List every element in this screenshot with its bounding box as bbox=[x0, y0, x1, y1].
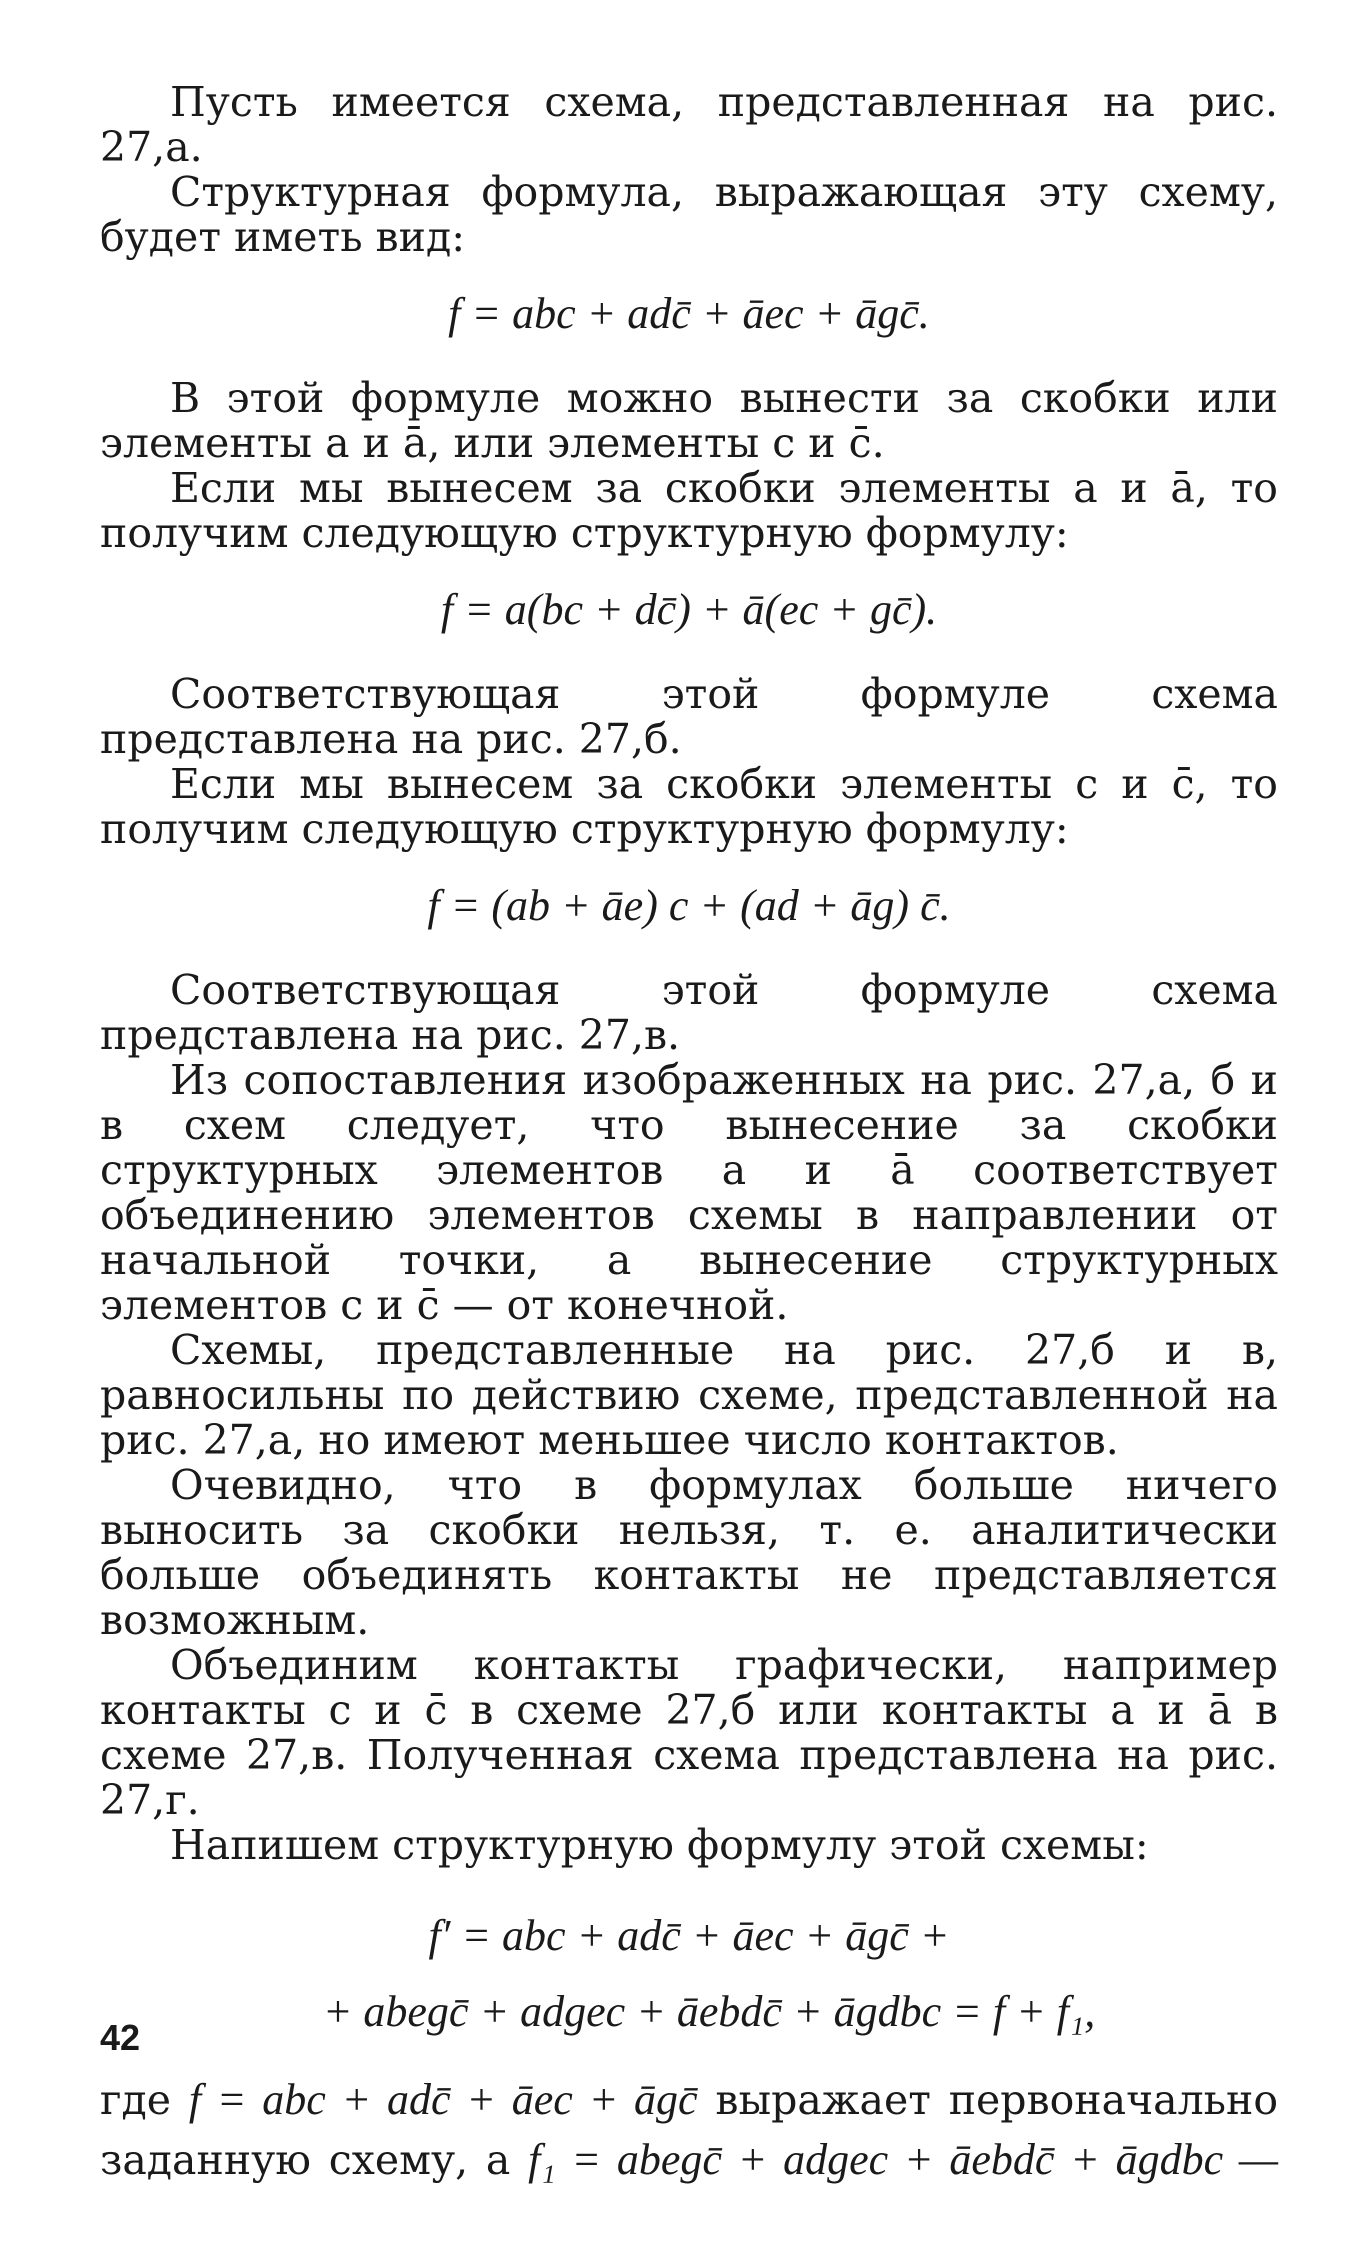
formula: f = abc + adc̄ + āec + āgc̄. bbox=[448, 289, 930, 338]
paragraph: Если мы вынесем за скобки элементы c и c̄, то получим следующую структурную формулу: bbox=[100, 760, 1278, 853]
paragraph: Пусть имеется схема, представленная на рис. 27,а. bbox=[100, 78, 1278, 171]
page-body bbox=[100, 80, 1278, 2190]
paragraph: Объединим контакты графически, например контакты c и c̄ в схеме 27,б или контакты a и ā в схеме 27,в. Полученная схема представлена на рис. 27,г. bbox=[100, 1641, 1278, 1824]
formula-line: + abegc̄ + adgec + āebdc̄ + āgdbc = f + f₁, bbox=[322, 1987, 1096, 2036]
text-fragment: заданную схему, а bbox=[100, 2136, 511, 2184]
paragraph: Соответствующая этой формуле схема представлена на рис. 27,б. bbox=[100, 670, 1278, 763]
formula-block bbox=[100, 1908, 1278, 2040]
text-fragment: где bbox=[100, 2076, 171, 2124]
formula: f = (ab + āe) c + (ad + āg) c̄. bbox=[427, 881, 951, 930]
paragraph: Соответствующая этой формуле схема представлена на рис. 27,в. bbox=[100, 966, 1278, 1059]
formula-line: f′ = abc + adc̄ + āec + āgc̄ + bbox=[428, 1911, 950, 1960]
paragraph: Напишем структурную формулу этой схемы: bbox=[170, 1821, 1149, 1869]
paragraph bbox=[100, 2070, 1278, 2130]
paragraph: Очевидно, что в формулах больше ничего выносить за скобки нельзя, т. е. аналитически больше объединять контакты не представляется возможным. bbox=[100, 1461, 1278, 1644]
paragraph: Если мы вынесем за скобки элементы a и ā, то получим следующую структурную формулу: bbox=[100, 464, 1278, 557]
paragraph: Из сопоставления изображенных на рис. 27,а, б и в схем следует, что вынесение за скобки структурных элементов a и ā соответствует объединению элементов схемы в направлении от начальной точки, а вынесение структурных элементов c и c̄ — от конечной. bbox=[100, 1056, 1278, 1329]
inline-formula: f = abc + adc̄ + āec + āgc̄ bbox=[188, 2075, 698, 2124]
paragraph: В этой формуле можно вынести за скобки или элементы a и ā, или элементы c и c̄. bbox=[100, 374, 1278, 467]
page-number: 42 bbox=[100, 2017, 141, 2058]
text-fragment: выражает первоначально bbox=[715, 2076, 1278, 2124]
paragraph: Схемы, представленные на рис. 27,б и в, равносильны по действию схеме, представленной на рис. 27,а, но имеют меньшее число контактов. bbox=[100, 1326, 1278, 1464]
formula: f = a(bc + dc̄) + ā(ec + gc̄). bbox=[440, 585, 938, 634]
paragraph: Структурная формула, выражающая эту схему, будет иметь вид: bbox=[100, 168, 1278, 261]
inline-formula: f₁ = abegc̄ + adgec + āebdc̄ + āgdbc — bbox=[528, 2135, 1278, 2184]
paragraph bbox=[100, 2130, 1278, 2190]
